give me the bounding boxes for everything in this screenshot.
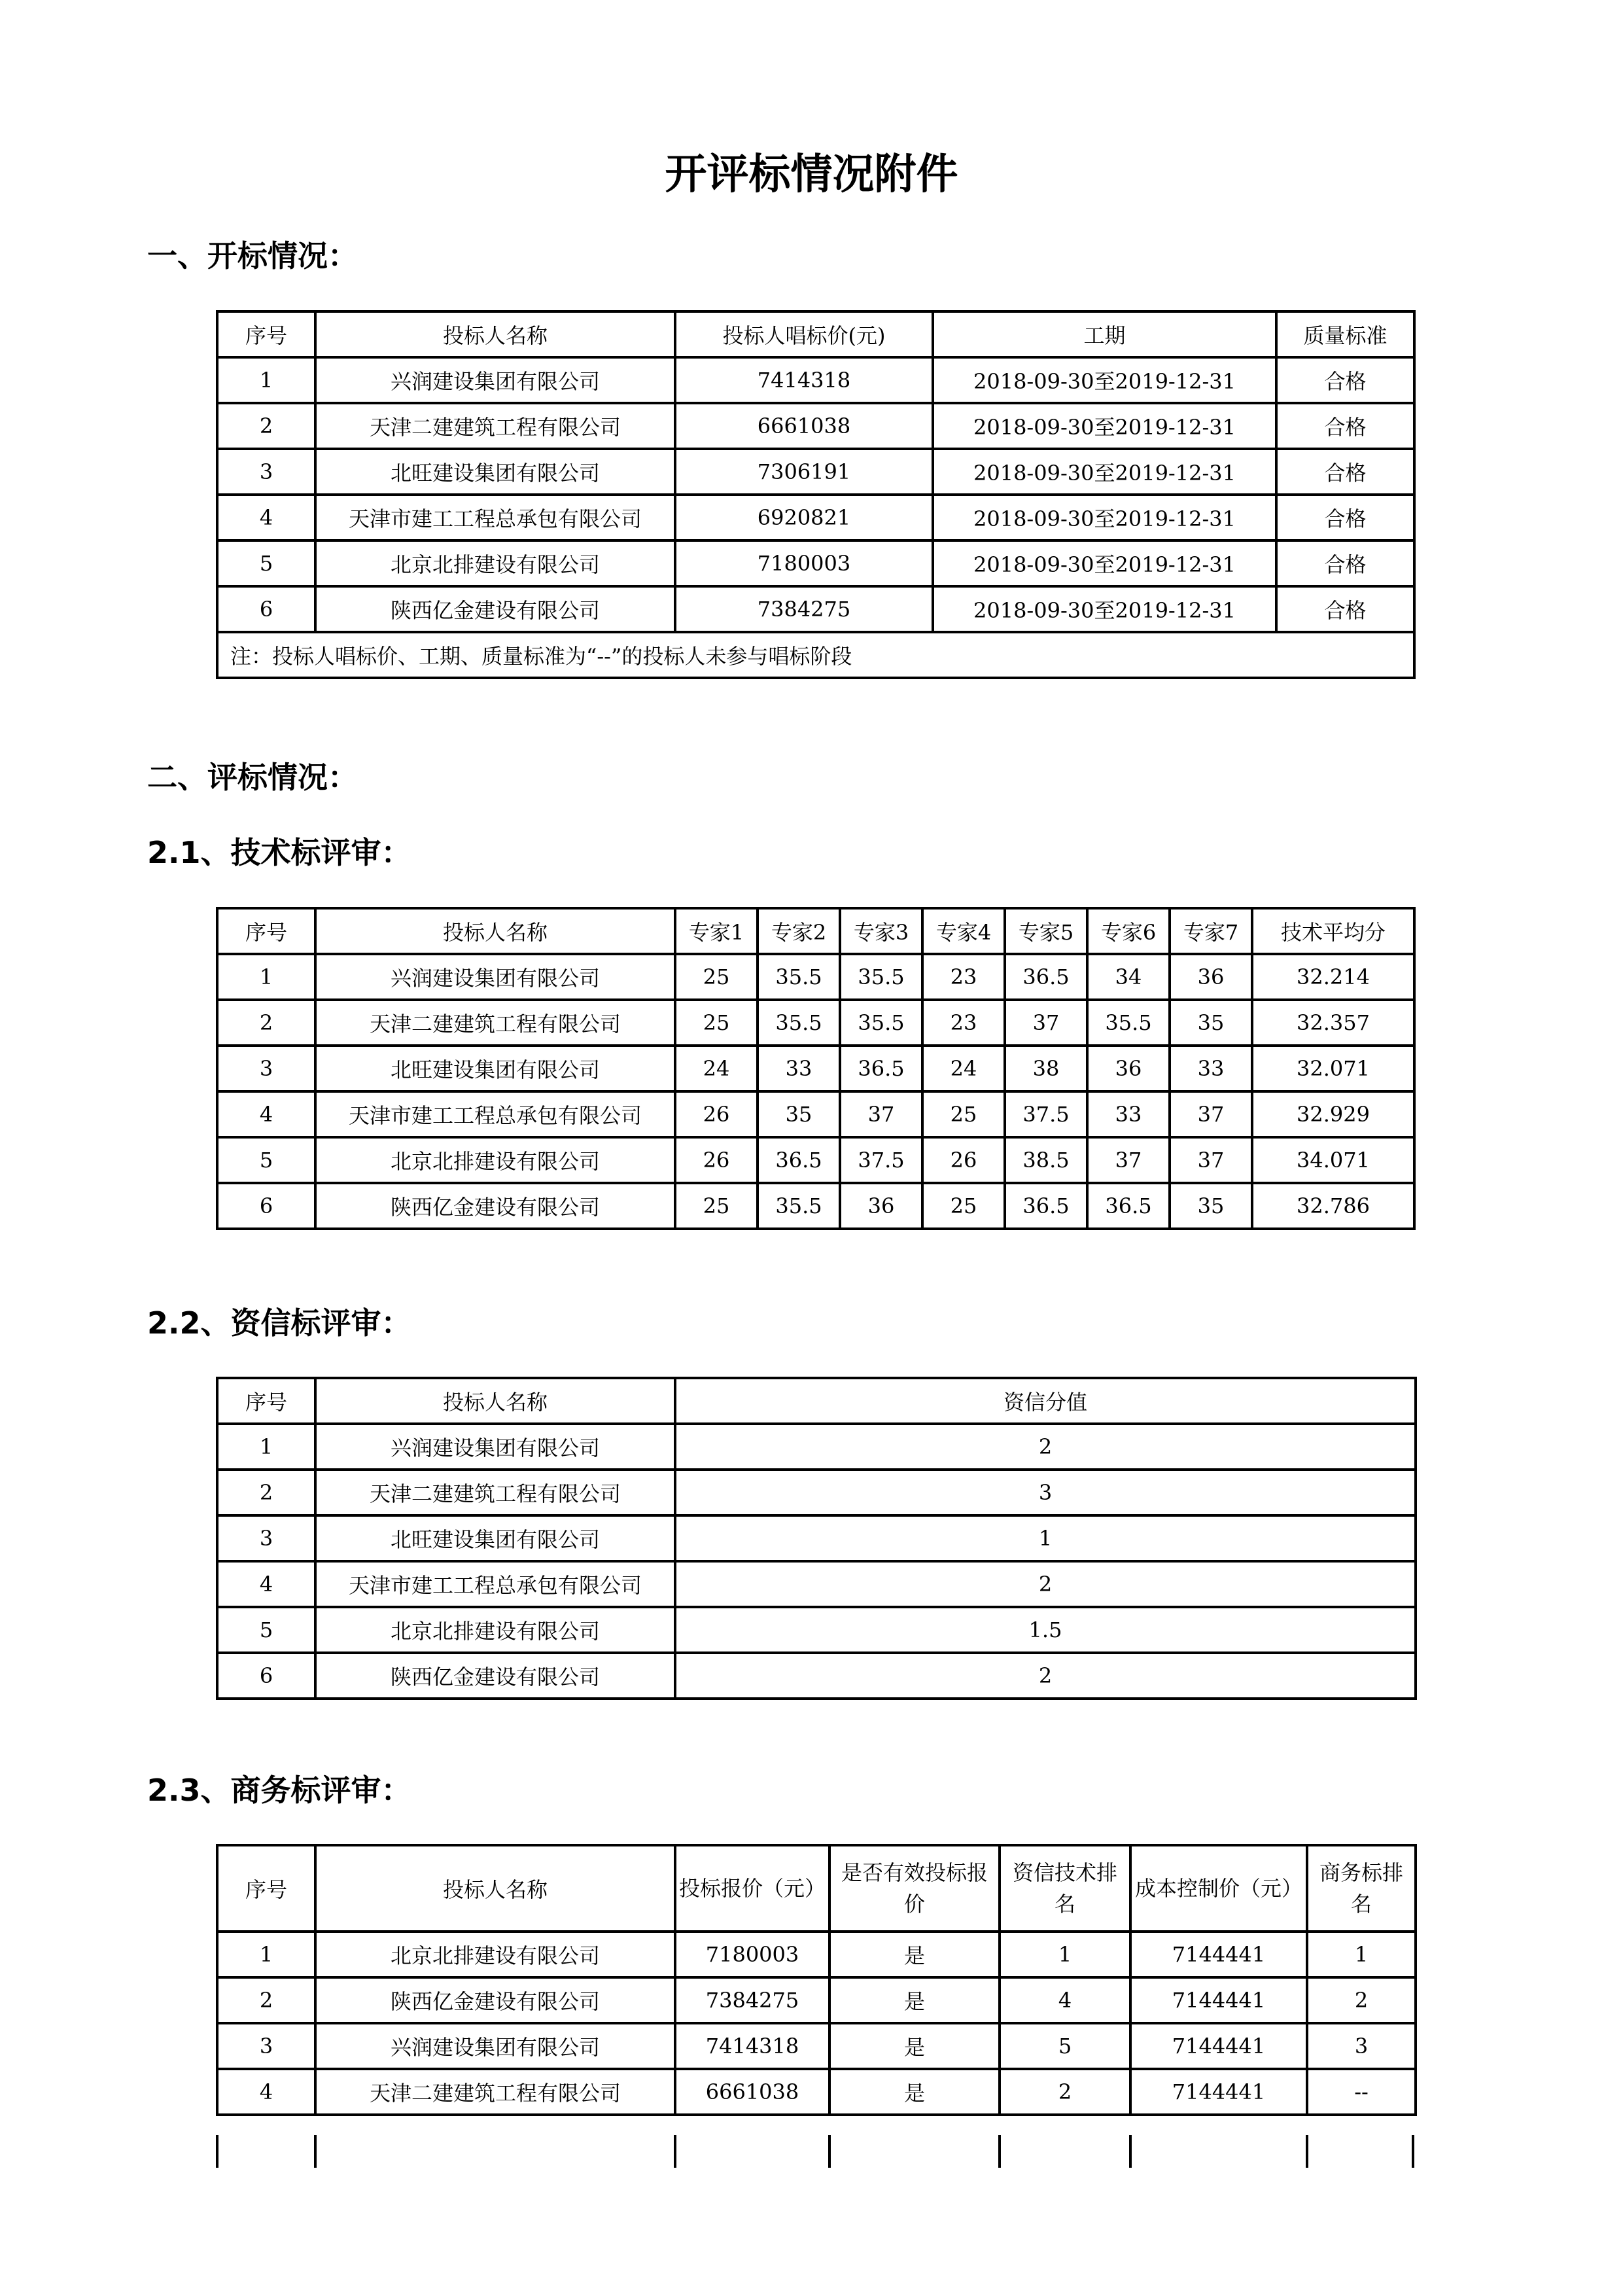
- table-cell: 天津市建工工程总承包有限公司: [315, 1561, 675, 1607]
- table-cell: 北京北排建设有限公司: [315, 1137, 675, 1183]
- header-cell: 专家6: [1087, 908, 1170, 954]
- table-cell: 4: [217, 1561, 315, 1607]
- table-cell: 合格: [1276, 495, 1414, 540]
- table-cell: 25: [675, 1183, 758, 1229]
- table-cell: 2: [217, 403, 315, 449]
- header-cell: 投标人名称: [315, 908, 675, 954]
- table-row: [217, 2069, 1416, 2115]
- header-cell: 成本控制价（元）: [1130, 1845, 1307, 1932]
- table-cell: 天津二建建筑工程有限公司: [315, 1470, 675, 1515]
- table-row: [217, 1000, 1414, 1046]
- table-row: [217, 449, 1414, 495]
- table-cell: 天津市建工工程总承包有限公司: [315, 495, 675, 540]
- table-header-row: [217, 1378, 1416, 1424]
- table-row: [217, 1183, 1414, 1229]
- table-cell: 5: [1000, 2023, 1130, 2069]
- table-cell: 26: [675, 1091, 758, 1137]
- table-cell: 7180003: [675, 540, 933, 586]
- table-cell: 2018-09-30至2019-12-31: [933, 357, 1276, 403]
- header-cell: 资信技术排名: [1000, 1845, 1130, 1932]
- table-cell: 陕西亿金建设有限公司: [315, 1183, 675, 1229]
- table-cell: 24: [675, 1046, 758, 1091]
- table-cell: 36.5: [1087, 1183, 1170, 1229]
- table-cell: 33: [758, 1046, 840, 1091]
- table-cell: 5: [217, 1137, 315, 1183]
- table-cell: 25: [922, 1183, 1005, 1229]
- table-cell: 35: [1170, 1000, 1252, 1046]
- table-cell: 天津市建工工程总承包有限公司: [315, 1091, 675, 1137]
- table-row: [217, 495, 1414, 540]
- table-cell: 2018-09-30至2019-12-31: [933, 540, 1276, 586]
- table-cell: 37.5: [840, 1137, 922, 1183]
- table-row: [217, 1653, 1416, 1699]
- table-cell: 32.929: [1252, 1091, 1414, 1137]
- table-cell: 3: [217, 1515, 315, 1561]
- table-cell: 3: [1307, 2023, 1416, 2069]
- table-cell: 2: [1307, 1977, 1416, 2023]
- table-cell: 34.071: [1252, 1137, 1414, 1183]
- table-cell: 3: [217, 449, 315, 495]
- table-row: [217, 1932, 1416, 1977]
- table-cell: 1: [1307, 1932, 1416, 1977]
- table-cell: 7144441: [1130, 2069, 1307, 2115]
- table-cell: 33: [1170, 1046, 1252, 1091]
- table-cell: 天津二建建筑工程有限公司: [315, 403, 675, 449]
- credit-table: [216, 1377, 1417, 1700]
- table-cell: 35.5: [758, 954, 840, 1000]
- table-cell: 34: [1087, 954, 1170, 1000]
- table-cell: 36: [1170, 954, 1252, 1000]
- header-cell: 资信分值: [675, 1378, 1416, 1424]
- table-cell: --: [1307, 2069, 1416, 2115]
- table-cell: 北京北排建设有限公司: [315, 1607, 675, 1653]
- table-cell: 合格: [1276, 449, 1414, 495]
- table-cell: 37.5: [1005, 1091, 1087, 1137]
- header-cell: 投标人唱标价(元): [675, 311, 933, 357]
- header-cell: 专家4: [922, 908, 1005, 954]
- table-row: [217, 954, 1414, 1000]
- table-cell: 7414318: [675, 357, 933, 403]
- table-cell: 7306191: [675, 449, 933, 495]
- table-row: [217, 1515, 1416, 1561]
- table-cell: 7384275: [675, 1977, 829, 2023]
- table-row: [217, 1607, 1416, 1653]
- header-cell: 序号: [217, 908, 315, 954]
- table-cell: 北旺建设集团有限公司: [315, 449, 675, 495]
- table-cell: 36.5: [840, 1046, 922, 1091]
- table-cell: 4: [217, 2069, 315, 2115]
- table-cell: 2018-09-30至2019-12-31: [933, 586, 1276, 632]
- header-cell: 是否有效投标报价: [829, 1845, 1000, 1932]
- header-cell: 序号: [217, 1845, 315, 1932]
- table-header-row: [217, 311, 1414, 357]
- table-cell: 35: [1170, 1183, 1252, 1229]
- table-cell: 36.5: [758, 1137, 840, 1183]
- table-row: [217, 1091, 1414, 1137]
- table-cell: 3: [217, 2023, 315, 2069]
- table-cell: 7144441: [1130, 1932, 1307, 1977]
- table-cell: 陕西亿金建设有限公司: [315, 1653, 675, 1699]
- table-cell: 32.214: [1252, 954, 1414, 1000]
- table-cell: 35.5: [758, 1000, 840, 1046]
- table-cell: 合格: [1276, 357, 1414, 403]
- table-cell: 北京北排建设有限公司: [315, 540, 675, 586]
- table-cell: 25: [922, 1091, 1005, 1137]
- table-cell: 4: [217, 495, 315, 540]
- table-row: [217, 1561, 1416, 1607]
- table-cell: 6: [217, 586, 315, 632]
- table-cell: 1: [217, 1424, 315, 1470]
- header-cell: 专家7: [1170, 908, 1252, 954]
- table-cell: 36: [1087, 1046, 1170, 1091]
- table-row: [217, 2023, 1416, 2069]
- table-cell: 32.786: [1252, 1183, 1414, 1229]
- table-cell: 23: [922, 954, 1005, 1000]
- table-cell: 36: [840, 1183, 922, 1229]
- table-cell: 38.5: [1005, 1137, 1087, 1183]
- table-cell: 33: [1087, 1091, 1170, 1137]
- table-cell: 2018-09-30至2019-12-31: [933, 495, 1276, 540]
- table-cell: 是: [829, 1977, 1000, 2023]
- table-cell: 5: [217, 1607, 315, 1653]
- table-row: [217, 357, 1414, 403]
- table-cell: 7414318: [675, 2023, 829, 2069]
- table-cell: 23: [922, 1000, 1005, 1046]
- table-cell: 6: [217, 1653, 315, 1699]
- table-cell: 2: [217, 1000, 315, 1046]
- table-cell: 37: [1087, 1137, 1170, 1183]
- table-cell: 4: [1000, 1977, 1130, 2023]
- table-note: 注：投标人唱标价、工期、质量标准为“--”的投标人未参与唱标阶段: [217, 632, 1414, 678]
- table-cell: 是: [829, 1932, 1000, 1977]
- table-cell: 37: [1005, 1000, 1087, 1046]
- table-cell: 35.5: [840, 1000, 922, 1046]
- table-cell: 1.5: [675, 1607, 1416, 1653]
- table-cell: 3: [217, 1046, 315, 1091]
- table-cell: 25: [675, 954, 758, 1000]
- table-cell: 35.5: [840, 954, 922, 1000]
- table-header-row: [217, 1845, 1416, 1932]
- table-continuation: [216, 2135, 1414, 2168]
- section-heading-technical: 2.1、技术标评审：: [147, 835, 411, 870]
- table-cell: 7180003: [675, 1932, 829, 1977]
- header-cell: 工期: [933, 311, 1276, 357]
- table-cell: 北京北排建设有限公司: [315, 1932, 675, 1977]
- table-cell: 北旺建设集团有限公司: [315, 1515, 675, 1561]
- section-heading-credit: 2.2、资信标评审：: [147, 1305, 411, 1341]
- table-cell: 陕西亿金建设有限公司: [315, 586, 675, 632]
- table-cell: 35: [758, 1091, 840, 1137]
- header-cell: 投标人名称: [315, 1378, 675, 1424]
- table-cell: 1: [1000, 1932, 1130, 1977]
- table-cell: 36.5: [1005, 954, 1087, 1000]
- header-cell: 投标人名称: [315, 311, 675, 357]
- table-cell: 兴润建设集团有限公司: [315, 1424, 675, 1470]
- table-cell: 35.5: [1087, 1000, 1170, 1046]
- table-cell: 37: [1170, 1091, 1252, 1137]
- table-cell: 2: [217, 1470, 315, 1515]
- table-cell: 4: [217, 1091, 315, 1137]
- table-note-row: [217, 632, 1414, 678]
- table-cell: 7384275: [675, 586, 933, 632]
- table-cell: 合格: [1276, 586, 1414, 632]
- table-cell: 32.357: [1252, 1000, 1414, 1046]
- table-cell: 2: [217, 1977, 315, 2023]
- table-cell: 兴润建设集团有限公司: [315, 954, 675, 1000]
- table-cell: 6920821: [675, 495, 933, 540]
- table-row: [217, 1977, 1416, 2023]
- table-row: [217, 403, 1414, 449]
- header-cell: 投标人名称: [315, 1845, 675, 1932]
- table-cell: 5: [217, 540, 315, 586]
- table-cell: 3: [675, 1470, 1416, 1515]
- header-cell: 商务标排名: [1307, 1845, 1416, 1932]
- section-heading-opening: 一、开标情况：: [147, 238, 358, 274]
- table-row: [217, 1137, 1414, 1183]
- header-cell: 专家3: [840, 908, 922, 954]
- table-cell: 32.071: [1252, 1046, 1414, 1091]
- table-cell: 1: [675, 1515, 1416, 1561]
- table-cell: 37: [840, 1091, 922, 1137]
- header-cell: 专家2: [758, 908, 840, 954]
- table-cell: 24: [922, 1046, 1005, 1091]
- section-heading-commercial: 2.3、商务标评审：: [147, 1773, 411, 1808]
- table-cell: 天津二建建筑工程有限公司: [315, 2069, 675, 2115]
- table-cell: 6: [217, 1183, 315, 1229]
- table-header-row: [217, 908, 1414, 954]
- table-cell: 2018-09-30至2019-12-31: [933, 403, 1276, 449]
- table-cell: 35.5: [758, 1183, 840, 1229]
- table-cell: 6661038: [675, 2069, 829, 2115]
- table-cell: 6661038: [675, 403, 933, 449]
- table-cell: 1: [217, 357, 315, 403]
- table-cell: 2: [1000, 2069, 1130, 2115]
- table-cell: 合格: [1276, 403, 1414, 449]
- table-cell: 兴润建设集团有限公司: [315, 2023, 675, 2069]
- table-cell: 北旺建设集团有限公司: [315, 1046, 675, 1091]
- table-cell: 2018-09-30至2019-12-31: [933, 449, 1276, 495]
- header-cell: 专家1: [675, 908, 758, 954]
- table-cell: 36.5: [1005, 1183, 1087, 1229]
- section-heading-evaluation: 二、评标情况：: [147, 760, 358, 795]
- table-row: [217, 1470, 1416, 1515]
- table-cell: 37: [1170, 1137, 1252, 1183]
- header-cell: 质量标准: [1276, 311, 1414, 357]
- table-cell: 1: [217, 1932, 315, 1977]
- table-cell: 是: [829, 2069, 1000, 2115]
- table-cell: 26: [675, 1137, 758, 1183]
- table-row: [217, 540, 1414, 586]
- table-cell: 合格: [1276, 540, 1414, 586]
- table-row: [217, 1424, 1416, 1470]
- technical-table: [216, 907, 1416, 1230]
- header-cell: 技术平均分: [1252, 908, 1414, 954]
- table-row: [217, 586, 1414, 632]
- commercial-table: [216, 1844, 1417, 2116]
- header-cell: 专家5: [1005, 908, 1087, 954]
- opening-table: [216, 310, 1416, 679]
- page-title: 开评标情况附件: [665, 150, 958, 199]
- table-cell: 7144441: [1130, 2023, 1307, 2069]
- table-cell: 7144441: [1130, 1977, 1307, 2023]
- table-cell: 兴润建设集团有限公司: [315, 357, 675, 403]
- header-cell: 序号: [217, 1378, 315, 1424]
- table-cell: 天津二建建筑工程有限公司: [315, 1000, 675, 1046]
- table-cell: 2: [675, 1653, 1416, 1699]
- table-row: [217, 1046, 1414, 1091]
- table-cell: 2: [675, 1424, 1416, 1470]
- table-cell: 26: [922, 1137, 1005, 1183]
- table-cell: 2: [675, 1561, 1416, 1607]
- table-cell: 25: [675, 1000, 758, 1046]
- header-cell: 投标报价（元）: [675, 1845, 829, 1932]
- table-cell: 是: [829, 2023, 1000, 2069]
- table-cell: 1: [217, 954, 315, 1000]
- header-cell: 序号: [217, 311, 315, 357]
- table-cell: 38: [1005, 1046, 1087, 1091]
- table-cell: 陕西亿金建设有限公司: [315, 1977, 675, 2023]
